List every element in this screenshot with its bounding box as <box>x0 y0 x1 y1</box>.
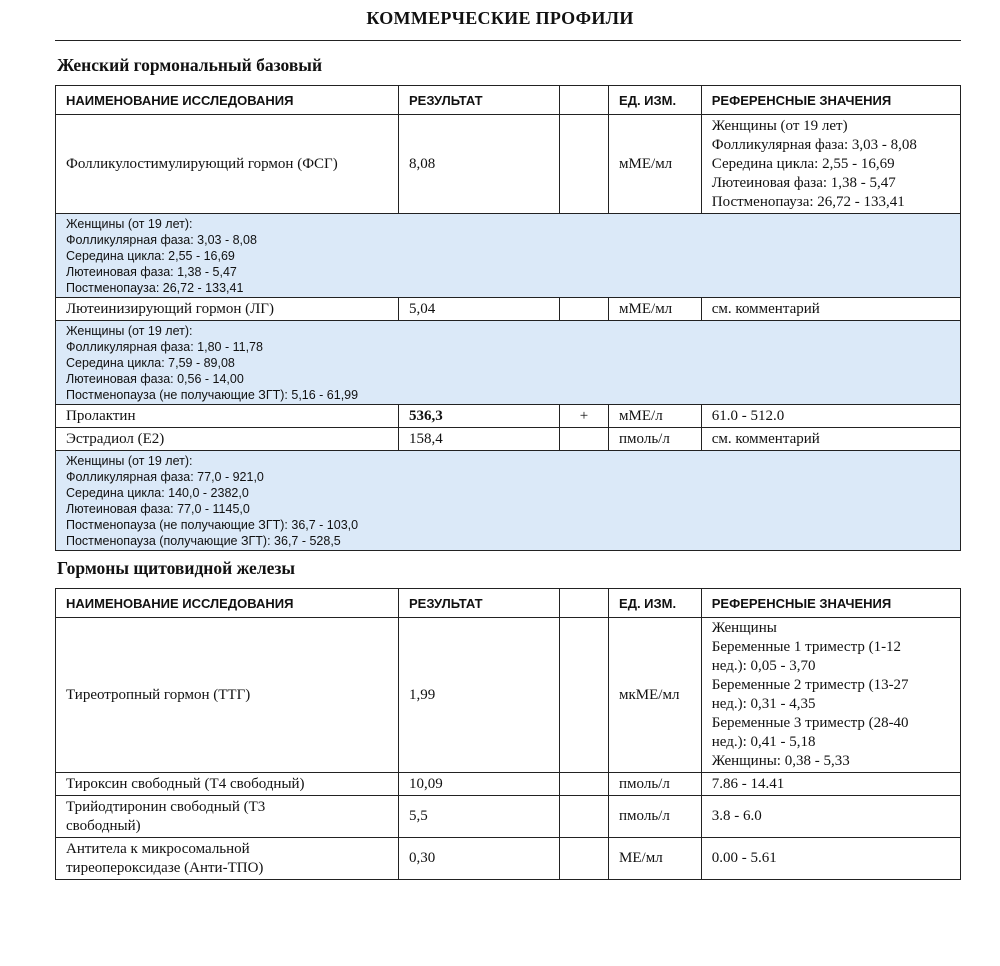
table-header-row <box>56 86 961 115</box>
section-title-female-hormones: Женский гормональный базовый <box>57 55 323 75</box>
ref-line: Беременные 3 триместр (28-40 <box>711 715 909 731</box>
test-unit: мкМЕ/мл <box>609 618 702 773</box>
table-row-prolactin <box>56 405 961 428</box>
test-result: 10,09 <box>399 773 560 796</box>
name-line: Трийодтиронин свободный (Т3 <box>66 798 266 815</box>
result-flag <box>559 298 608 321</box>
comment-row-estradiol <box>56 451 961 551</box>
test-result: 536,3 <box>399 405 560 428</box>
column-header-unit: ЕД. ИЗМ. <box>609 589 702 618</box>
reference-values: 0.00 - 5.61 <box>701 838 960 880</box>
reference-values: 7.86 - 14.41 <box>701 773 960 796</box>
column-header-flag <box>559 86 608 115</box>
reference-values: см. комментарий <box>701 428 960 451</box>
test-unit: мМЕ/л <box>609 405 702 428</box>
comment-line: Середина цикла: 2,55 - 16,69 <box>66 249 235 263</box>
reference-values <box>701 115 960 214</box>
test-unit: мМЕ/мл <box>609 298 702 321</box>
test-name: Фолликулостимулирующий гормон (ФСГ) <box>56 115 399 214</box>
test-unit: пмоль/л <box>609 428 702 451</box>
table-row-fsh <box>56 115 961 214</box>
ref-line: Беременные 2 триместр (13-27 <box>711 677 909 693</box>
test-name: Лютеинизирующий гормон (ЛГ) <box>56 298 399 321</box>
section-title-thyroid: Гормоны щитовидной железы <box>57 558 296 578</box>
test-result: 1,99 <box>399 618 560 773</box>
ref-line: нед.): 0,05 - 3,70 <box>711 658 816 674</box>
comment-line: Лютеиновая фаза: 77,0 - 1145,0 <box>66 502 250 516</box>
result-flag <box>559 618 608 773</box>
result-flag <box>559 838 608 880</box>
comment-line: Фолликулярная фаза: 1,80 - 11,78 <box>66 340 263 354</box>
comment-line: Фолликулярная фаза: 77,0 - 921,0 <box>66 470 264 484</box>
ref-line: Беременные 1 триместр (1-12 <box>711 639 902 655</box>
name-line: Антитела к микросомальной <box>66 840 250 857</box>
comment-cell <box>56 214 961 298</box>
comment-row-fsh <box>56 214 961 298</box>
comment-cell <box>56 451 961 551</box>
test-result: 5,5 <box>399 796 560 838</box>
test-name: Эстрадиол (Е2) <box>56 428 399 451</box>
result-flag <box>559 115 608 214</box>
ref-line: Лютеиновая фаза: 1,38 - 5,47 <box>711 174 896 191</box>
result-flag: + <box>559 405 608 428</box>
ref-line: Фолликулярная фаза: 3,03 - 8,08 <box>711 136 917 153</box>
ref-line: нед.): 0,31 - 4,35 <box>711 696 816 712</box>
table-row-ft4 <box>56 773 961 796</box>
comment-line: Лютеиновая фаза: 0,56 - 14,00 <box>66 372 244 386</box>
comment-line: Постменопауза: 26,72 - 133,41 <box>66 281 244 295</box>
reference-values: 3.8 - 6.0 <box>701 796 960 838</box>
test-name <box>56 796 399 838</box>
comment-line: Женщины (от 19 лет): <box>66 217 193 231</box>
column-header-ref: РЕФЕРЕНСНЫЕ ЗНАЧЕНИЯ <box>701 86 960 115</box>
test-result: 5,04 <box>399 298 560 321</box>
test-unit: МЕ/мл <box>609 838 702 880</box>
test-result: 8,08 <box>399 115 560 214</box>
test-name: Тироксин свободный (Т4 свободный) <box>56 773 399 796</box>
comment-line: Лютеиновая фаза: 1,38 - 5,47 <box>66 265 237 279</box>
ref-line: Женщины <box>711 620 777 636</box>
test-unit: пмоль/л <box>609 773 702 796</box>
page-title: КОММЕРЧЕСКИЕ ПРОФИЛИ <box>366 8 634 28</box>
name-line: свободный) <box>66 817 141 834</box>
ref-line: Середина цикла: 2,55 - 16,69 <box>711 155 895 172</box>
comment-line: Женщины (от 19 лет): <box>66 324 193 338</box>
comment-line: Женщины (от 19 лет): <box>66 454 193 468</box>
comment-row-lh <box>56 321 961 405</box>
comment-line: Фолликулярная фаза: 3,03 - 8,08 <box>66 233 257 247</box>
name-line: тиреопероксидазе (Анти-ТПО) <box>66 859 264 876</box>
comment-cell <box>56 321 961 405</box>
comment-line: Постменопауза (не получающие ЗГТ): 36,7 - 103,0 <box>66 518 359 532</box>
table-row-estradiol <box>56 428 961 451</box>
test-result: 158,4 <box>399 428 560 451</box>
test-name: Пролактин <box>56 405 399 428</box>
ref-line: Женщины: 0,38 - 5,33 <box>711 753 850 769</box>
test-name <box>56 838 399 880</box>
column-header-name: НАИМЕНОВАНИЕ ИССЛЕДОВАНИЯ <box>56 589 399 618</box>
comment-line: Середина цикла: 7,59 - 89,08 <box>66 356 235 370</box>
table-header-row <box>56 589 961 618</box>
column-header-ref: РЕФЕРЕНСНЫЕ ЗНАЧЕНИЯ <box>701 589 960 618</box>
test-unit: пмоль/л <box>609 796 702 838</box>
thyroid-table <box>55 588 961 880</box>
reference-values: см. комментарий <box>701 298 960 321</box>
table-row-ft3 <box>56 796 961 838</box>
ref-line: Женщины (от 19 лет) <box>711 117 848 134</box>
comment-line: Середина цикла: 140,0 - 2382,0 <box>66 486 249 500</box>
comment-line: Постменопауза (получающие ЗГТ): 36,7 - 528,5 <box>66 534 341 548</box>
test-result: 0,30 <box>399 838 560 880</box>
reference-values: 61.0 - 512.0 <box>701 405 960 428</box>
result-flag <box>559 428 608 451</box>
column-header-result: РЕЗУЛЬТАТ <box>399 86 560 115</box>
test-unit: мМЕ/мл <box>609 115 702 214</box>
column-header-name: НАИМЕНОВАНИЕ ИССЛЕДОВАНИЯ <box>56 86 399 115</box>
title-divider <box>55 40 961 41</box>
result-flag <box>559 773 608 796</box>
column-header-result: РЕЗУЛЬТАТ <box>399 589 560 618</box>
test-name: Тиреотропный гормон (ТТГ) <box>56 618 399 773</box>
column-header-flag <box>559 589 608 618</box>
column-header-unit: ЕД. ИЗМ. <box>609 86 702 115</box>
result-flag <box>559 796 608 838</box>
reference-values <box>701 618 960 773</box>
female-hormones-table <box>55 85 961 551</box>
ref-line: Постменопауза: 26,72 - 133,41 <box>711 193 905 210</box>
table-row-anti-tpo <box>56 838 961 880</box>
ref-line: нед.): 0,41 - 5,18 <box>711 734 816 750</box>
comment-line: Постменопауза (не получающие ЗГТ): 5,16 - 61,99 <box>66 388 359 402</box>
table-row-lh <box>56 298 961 321</box>
table-row-tsh <box>56 618 961 773</box>
